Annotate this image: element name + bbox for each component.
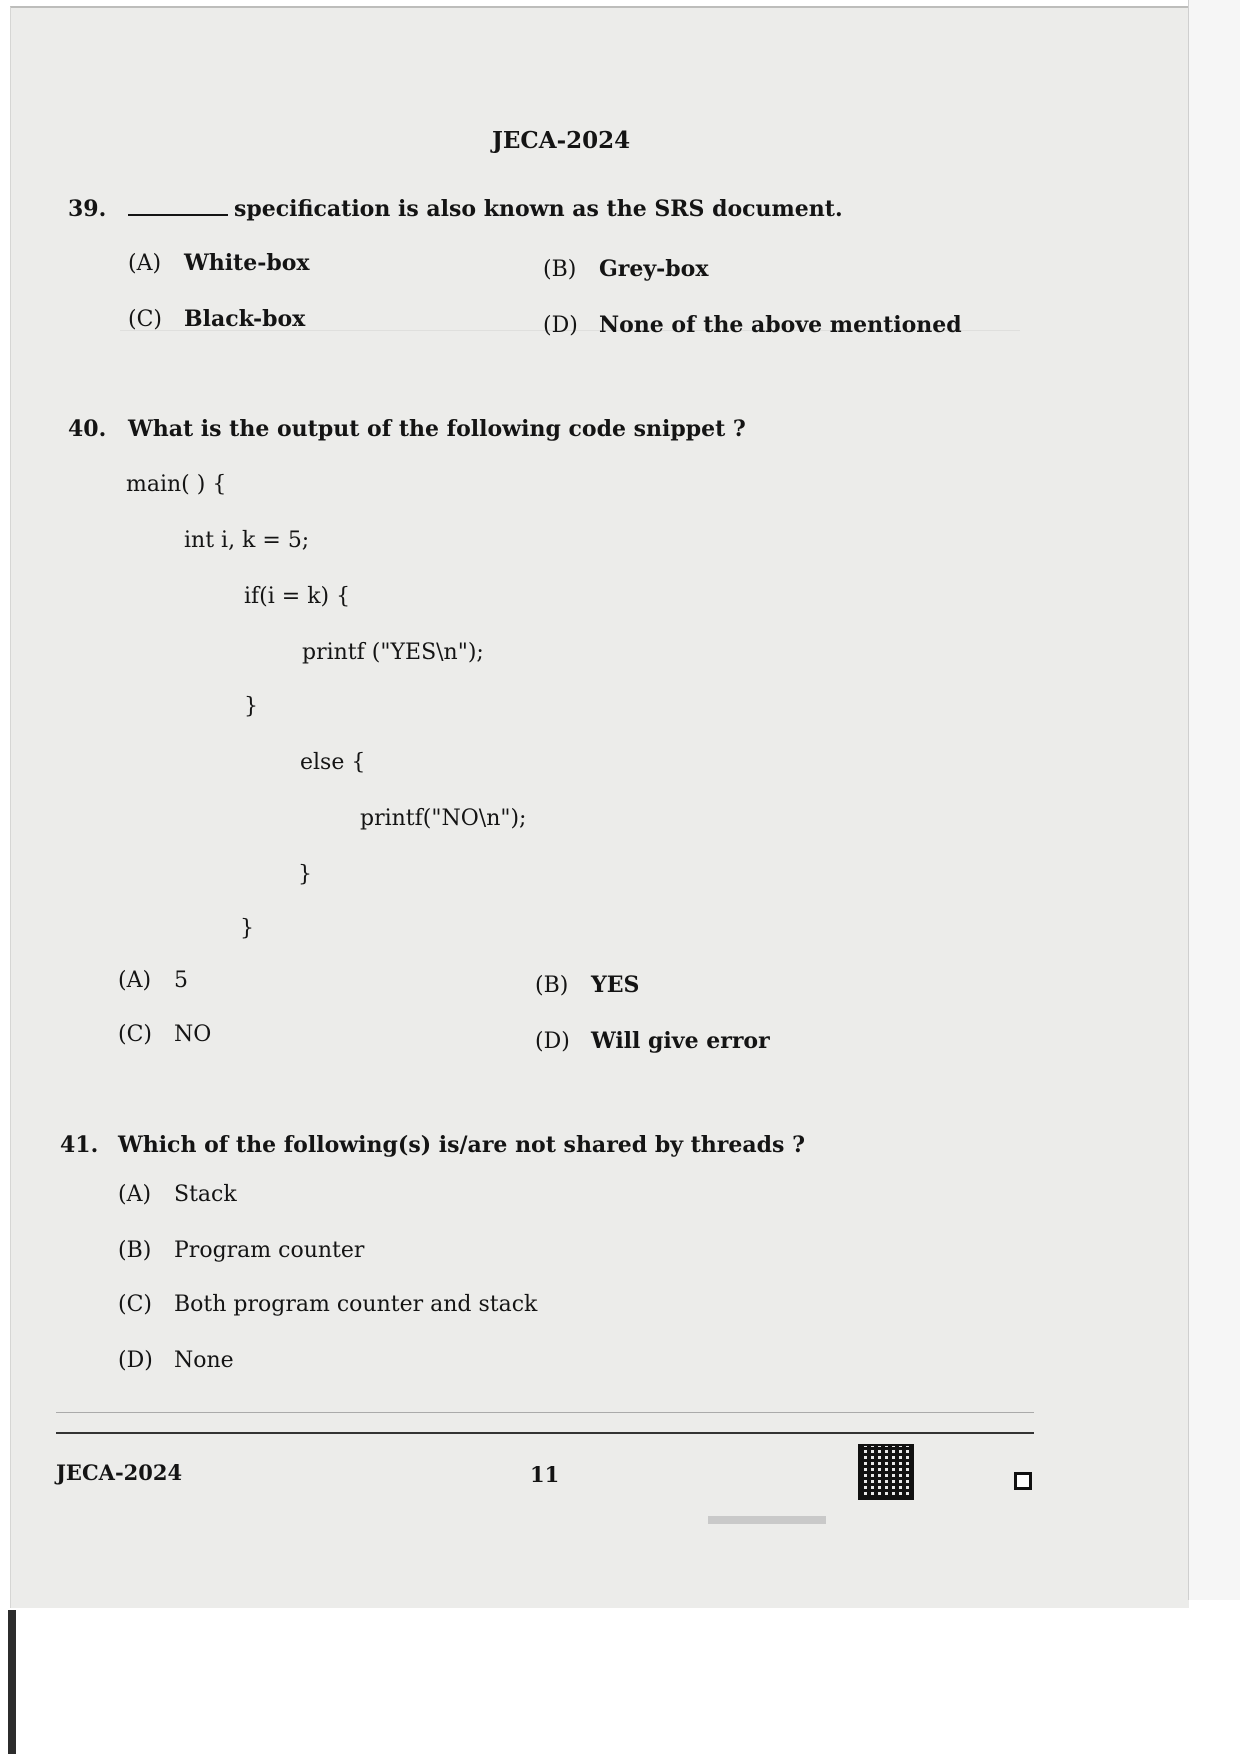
option-c[interactable] bbox=[118, 1292, 537, 1317]
footer-rule-faint bbox=[56, 1412, 1034, 1413]
question-number: 40. bbox=[68, 416, 107, 442]
option-text: 5 bbox=[174, 968, 188, 993]
option-label: (D) bbox=[543, 313, 578, 338]
scan-margin bbox=[1188, 0, 1240, 1600]
option-b[interactable] bbox=[118, 1238, 364, 1263]
option-label: (B) bbox=[118, 1238, 152, 1263]
option-c[interactable] bbox=[118, 1022, 211, 1047]
option-text: Both program counter and stack bbox=[174, 1292, 538, 1317]
option-text: Black-box bbox=[184, 306, 306, 332]
page-number: 11 bbox=[530, 1462, 560, 1487]
option-d[interactable] bbox=[535, 1028, 770, 1054]
qr-code-icon bbox=[858, 1444, 914, 1500]
code-line: printf ("YES\n"); bbox=[302, 640, 484, 665]
question-text-body: specification is also known as the SRS document. bbox=[234, 196, 843, 222]
question-number: 41. bbox=[60, 1132, 99, 1158]
option-c[interactable] bbox=[128, 306, 305, 332]
option-text: None bbox=[174, 1348, 234, 1373]
code-line: main( ) { bbox=[126, 472, 227, 497]
page-header: JECA-2024 bbox=[492, 127, 631, 154]
option-b[interactable] bbox=[535, 972, 639, 998]
code-line: } bbox=[244, 694, 258, 719]
footer-rule bbox=[56, 1432, 1034, 1434]
option-label: (B) bbox=[543, 257, 577, 282]
option-d[interactable] bbox=[118, 1348, 234, 1373]
scan-smudge bbox=[708, 1516, 826, 1524]
option-text: Program counter bbox=[174, 1238, 365, 1263]
option-label: (C) bbox=[118, 1022, 152, 1047]
code-line: int i, k = 5; bbox=[184, 528, 310, 553]
option-text: YES bbox=[591, 972, 640, 998]
option-label: (A) bbox=[118, 968, 152, 993]
option-label: (C) bbox=[118, 1292, 152, 1317]
option-b[interactable] bbox=[543, 256, 708, 282]
question-text bbox=[128, 196, 843, 222]
option-label: (D) bbox=[118, 1348, 153, 1373]
option-text: Will give error bbox=[591, 1028, 770, 1054]
code-line: else { bbox=[300, 750, 366, 775]
option-label: (C) bbox=[128, 307, 162, 332]
option-text: None of the above mentioned bbox=[599, 312, 962, 338]
question-number: 39. bbox=[68, 196, 107, 222]
option-a[interactable] bbox=[118, 1182, 237, 1207]
option-text: NO bbox=[174, 1022, 212, 1047]
option-a[interactable] bbox=[118, 968, 188, 993]
option-text: Grey-box bbox=[599, 256, 709, 282]
code-line: } bbox=[298, 862, 312, 887]
option-label: (A) bbox=[128, 251, 162, 276]
option-text: White-box bbox=[184, 250, 310, 276]
question-text: Which of the following(s) is/are not shared by threads ? bbox=[118, 1132, 805, 1158]
option-d[interactable] bbox=[543, 312, 962, 338]
code-line: if(i = k) { bbox=[244, 584, 351, 609]
code-line: } bbox=[240, 916, 254, 941]
answer-blank bbox=[128, 214, 228, 216]
option-label: (D) bbox=[535, 1029, 570, 1054]
binding-edge bbox=[8, 1610, 16, 1754]
code-line: printf("NO\n"); bbox=[360, 806, 527, 831]
option-label: (A) bbox=[118, 1182, 152, 1207]
option-a[interactable] bbox=[128, 250, 310, 276]
registration-mark-icon bbox=[1014, 1472, 1032, 1490]
footer-exam-code: JECA-2024 bbox=[56, 1460, 183, 1485]
option-text: Stack bbox=[174, 1182, 237, 1207]
question-text: What is the output of the following code snippet ? bbox=[128, 416, 746, 442]
option-label: (B) bbox=[535, 973, 569, 998]
